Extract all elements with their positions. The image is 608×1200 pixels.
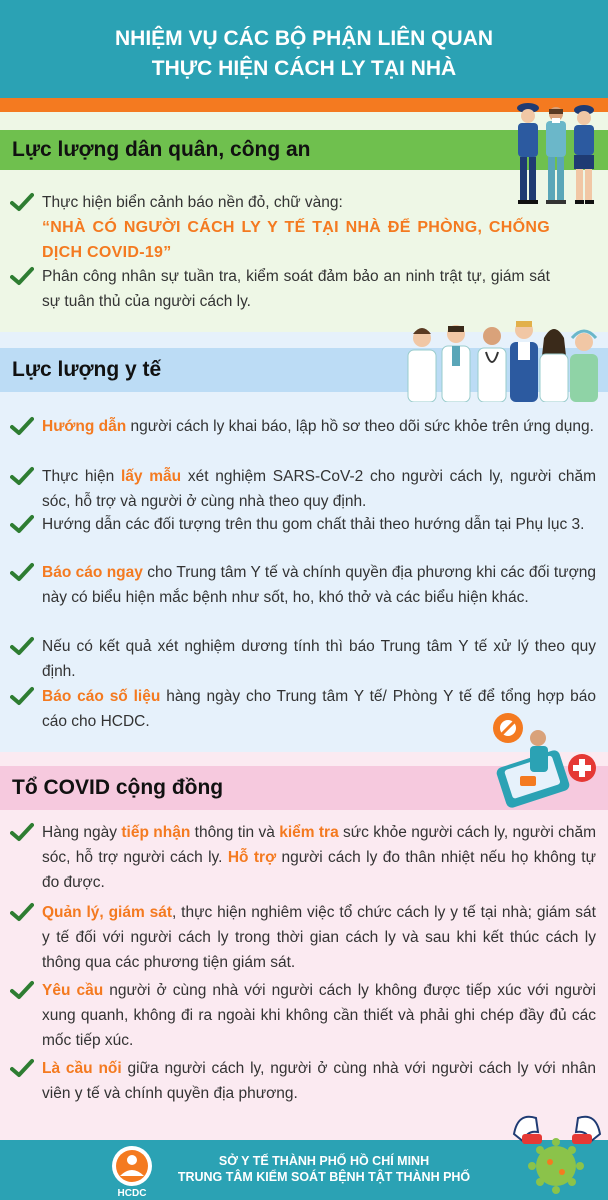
list-item (10, 512, 596, 537)
item-text: hàng ngày cho Trung tâm Y tế/ Phòng Y tế để tổng hợp báo cáo cho HCDC. (42, 688, 597, 730)
page-title (0, 24, 608, 84)
checkmark-icon (10, 266, 34, 286)
checkmark-icon (10, 686, 34, 706)
item-text: Hàng ngày (42, 824, 122, 841)
list-item (10, 978, 596, 1053)
list-item (10, 190, 550, 265)
item-text: Thực hiện biển cảnh báo nền đỏ, chữ vàng: (42, 194, 343, 211)
virus-fist-illustration (508, 1104, 606, 1198)
checkmark-icon (10, 192, 34, 212)
medical-staff-illustration (400, 316, 606, 402)
highlight-text: Là cầu nối (42, 1060, 122, 1077)
checkmark-icon (10, 636, 34, 656)
list-item (10, 634, 596, 684)
list-item (10, 264, 550, 314)
checkmark-icon (10, 466, 34, 486)
footer-line2: TRUNG TÂM KIỂM SOÁT BỆNH TẬT THÀNH PHỐ (177, 1170, 471, 1184)
checkmark-icon (10, 902, 34, 922)
highlight-text: tiếp nhận (121, 824, 191, 841)
checkmark-icon (10, 514, 34, 534)
checkmark-icon (10, 822, 34, 842)
highlight-text: Yêu cầu (42, 982, 104, 999)
list-item (10, 464, 596, 514)
highlight-text: kiểm tra (279, 824, 339, 841)
item-text: giữa người cách ly, người ở cùng nhà với người cách ly với nhân viên y tế và chính quyền địa phương. (42, 1060, 596, 1102)
highlight-text: Hỗ trợ (227, 849, 277, 866)
list-item (10, 414, 596, 439)
doctor-phone-illustration (486, 704, 600, 808)
item-text: Nếu có kết quả xét nghiệm dương tính thì báo Trung tâm Y tế xử lý theo quy định. (42, 638, 596, 680)
item-text: người cách ly đo thân nhiệt nếu họ không tự đo được. (42, 849, 596, 891)
item-text: người cách ly khai báo, lập hồ sơ theo dõi sức khỏe trên ứng dụng. (126, 418, 594, 435)
highlight-text: Báo cáo ngay (42, 564, 143, 581)
checkmark-icon (10, 416, 34, 436)
checkmark-icon (10, 562, 34, 582)
page-title-line2: THỰC HIỆN CÁCH LY TẠI NHÀ (151, 57, 457, 80)
item-text: , thực hiện nghiêm việc tổ chức cách ly y tế tại nhà; giám sát y tế đối với người cách ly trong thời gian cách ly và sau khi kết thúc cách ly thông qua các phương tiện giám sát. (42, 904, 596, 971)
item-text: người ở cùng nhà với người cách ly không được tiếp xúc với người xung quanh, không đi ra ngoài khi không cần thiết và phải ghi chép đầy đủ các mốc tiếp xúc. (42, 982, 596, 1049)
item-text: sức khỏe người cách ly, người chăm sóc, hỗ trợ người cách ly. (42, 824, 597, 866)
page-title-line1: NHIỆM VỤ CÁC BỘ PHẬN LIÊN QUAN (114, 27, 493, 50)
warning-sign-text: “NHÀ CÓ NGƯỜI CÁCH LY Y TẾ TẠI NHÀ ĐỂ PHÒNG, CHỐNG DỊCH COVID-19” (42, 219, 550, 261)
item-text: Thực hiện (42, 468, 121, 485)
checkmark-icon (10, 1058, 34, 1078)
item-text: Hướng dẫn các đối tượng trên thu gom chất thải theo hướng dẫn tại Phụ lục 3. (42, 516, 585, 533)
section-title: Lực lượng dân quân, công an (12, 138, 311, 161)
footer-line1: SỞ Y TẾ THÀNH PHỐ HỒ CHÍ MINH (218, 1154, 430, 1168)
item-text: thông tin và (190, 824, 280, 841)
list-item (10, 820, 596, 895)
list-item (10, 560, 596, 610)
item-text: cho Trung tâm Y tế và chính quyền địa phương khi các đối tượng này có biểu hiện mắc bệnh như sốt, ho, khó thở và các biểu hiện khác. (42, 564, 596, 606)
highlight-text: Quản lý, giám sát (42, 904, 173, 921)
section-title: Tổ COVID cộng đồng (12, 776, 224, 799)
highlight-text: Hướng dẫn (42, 418, 127, 435)
checkmark-icon (10, 980, 34, 1000)
item-text: Phân công nhân sự tuần tra, kiểm soát đảm bảo an ninh trật tự, giám sát sự tuân thủ của người cách ly. (42, 268, 550, 310)
section-title: Lực lượng y tế (12, 358, 162, 381)
logo-text: HCDC (117, 1188, 147, 1198)
item-text: xét nghiệm SARS-CoV-2 cho người cách ly, người chăm sóc, hỗ trợ và người ở cùng nhà theo quy định. (42, 468, 596, 510)
highlight-text: Báo cáo số liệu (42, 688, 161, 705)
highlight-text: lấy mẫu (120, 468, 182, 485)
list-item (10, 1056, 596, 1106)
list-item (10, 900, 596, 975)
